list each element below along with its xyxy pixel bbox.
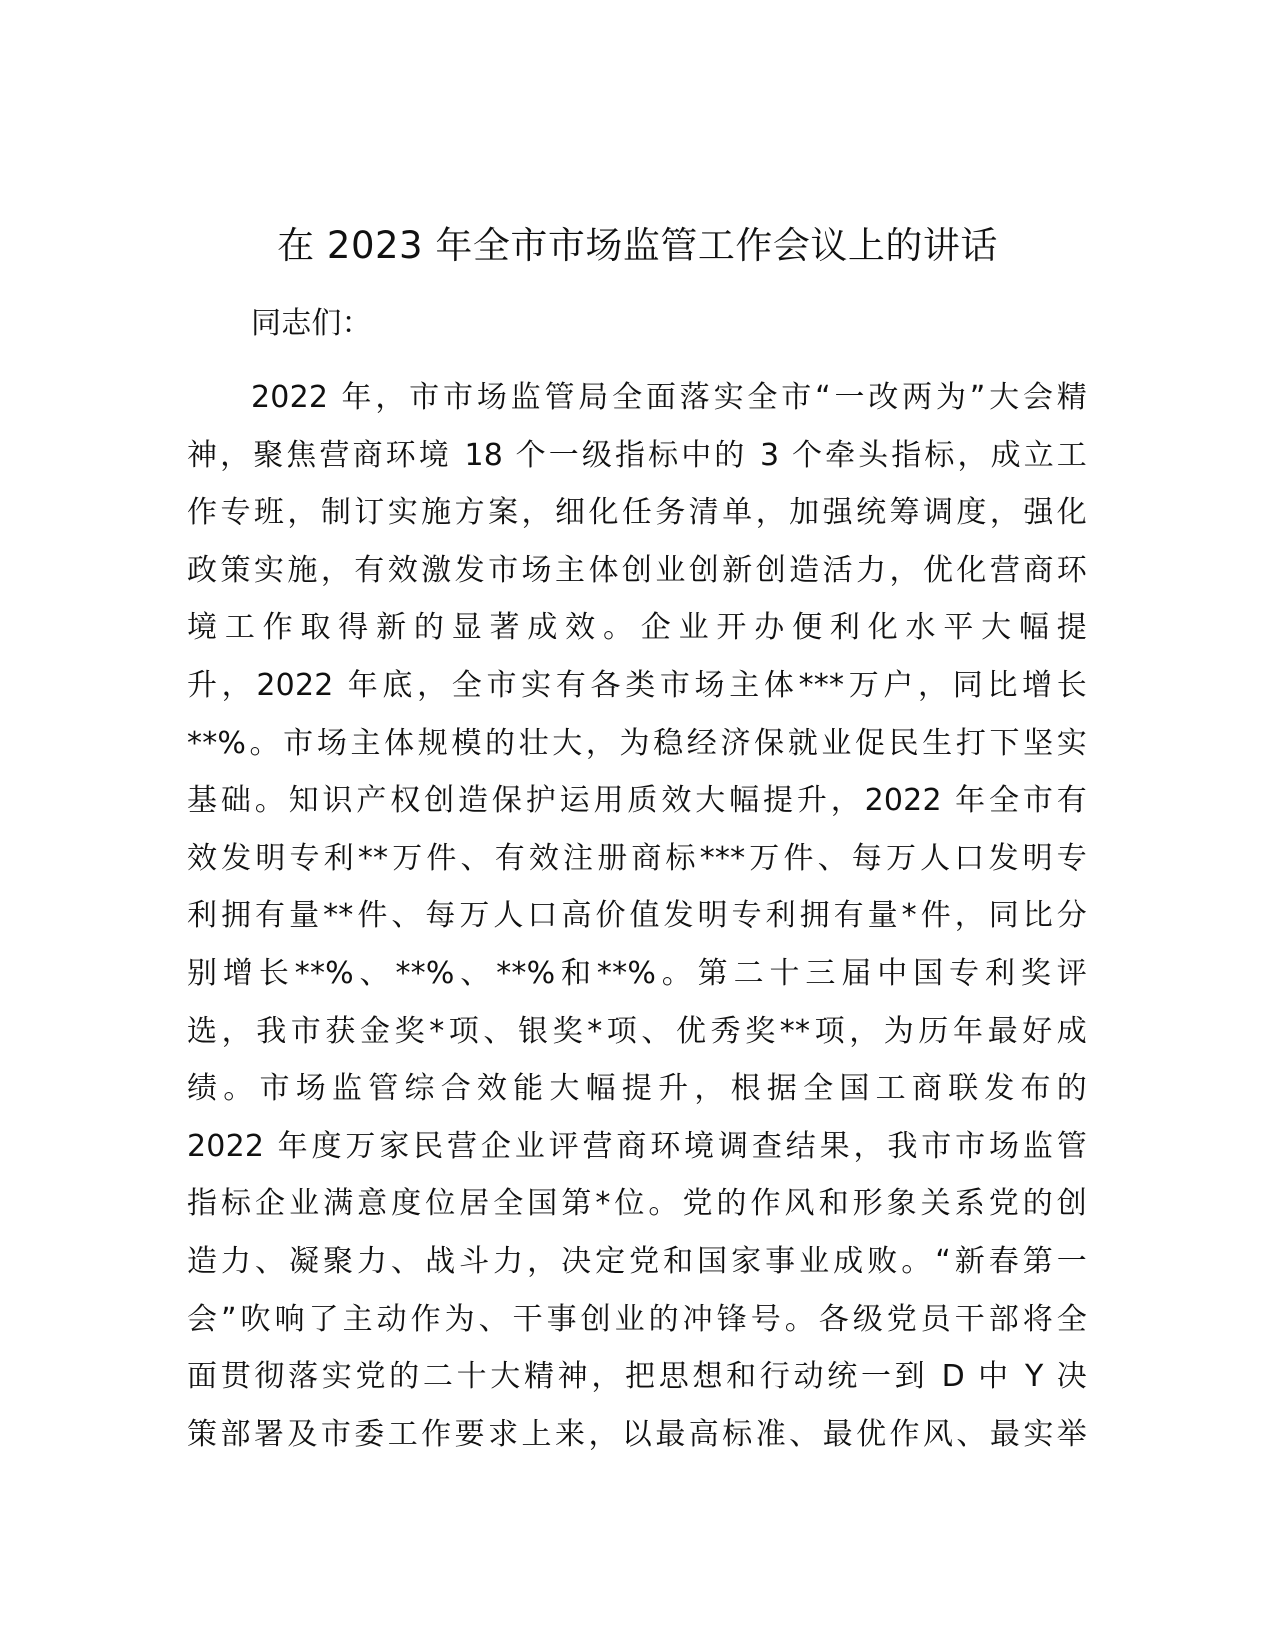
paragraph-line: 神，聚焦营商环境 18 个一级指标中的 3 个牵头指标，成立工 <box>187 437 1087 473</box>
paragraph-line: 利拥有量**件、每万人口高价值发明专利拥有量*件，同比分 <box>187 898 1087 934</box>
paragraph-line: 作专班，制订实施方案，细化任务清单，加强统筹调度，强化 <box>187 495 1087 531</box>
paragraph-line: 升，2022 年底，全市实有各类市场主体***万户，同比增长 <box>187 667 1087 703</box>
paragraph-line: 指标企业满意度位居全国第*位。党的作风和形象关系党的创 <box>187 1186 1087 1222</box>
paragraph-line: 境工作取得新的显著成效。企业开办便利化水平大幅提 <box>187 610 1087 646</box>
paragraph-line: 效发明专利**万件、有效注册商标***万件、每万人口发明专 <box>187 840 1087 876</box>
paragraph-line: 基础。知识产权创造保护运用质效大幅提升，2022 年全市有 <box>187 783 1087 819</box>
paragraph-line: 造力、凝聚力、战斗力，决定党和国家事业成败。“新春第一 <box>187 1243 1087 1279</box>
paragraph-line: 绩。市场监管综合效能大幅提升，根据全国工商联发布的 <box>187 1071 1087 1107</box>
paragraph-line: 政策实施，有效激发市场主体创业创新创造活力，优化营商环 <box>187 552 1087 588</box>
paragraph-line: 面贯彻落实党的二十大精神，把思想和行动统一到 D 中 Y 决 <box>187 1359 1087 1395</box>
document-title: 在 2023 年全市市场监管工作会议上的讲话 <box>277 224 998 267</box>
paragraph-line: 策部署及市委工作要求上来，以最高标准、最优作风、最实举 <box>187 1416 1087 1452</box>
body-paragraph <box>187 369 1087 1463</box>
paragraph-line: 会”吹响了主动作为、干事创业的冲锋号。各级党员干部将全 <box>187 1301 1087 1337</box>
paragraph-line: 2022 年度万家民营企业评营商环境调查结果，我市市场监管 <box>187 1128 1087 1164</box>
paragraph-line: **%。市场主体规模的壮大，为稳经济保就业促民生打下坚实 <box>187 725 1087 761</box>
salutation: 同志们： <box>251 306 372 341</box>
paragraph-line: 别增长**%、**%、**%和**%。第二十三届中国专利奖评 <box>187 955 1087 991</box>
paragraph-line: 2022 年，市市场监管局全面落实全市“一改两为”大会精 <box>251 380 1087 415</box>
paragraph-line: 选，我市获金奖*项、银奖*项、优秀奖**项，为历年最好成 <box>187 1013 1087 1049</box>
